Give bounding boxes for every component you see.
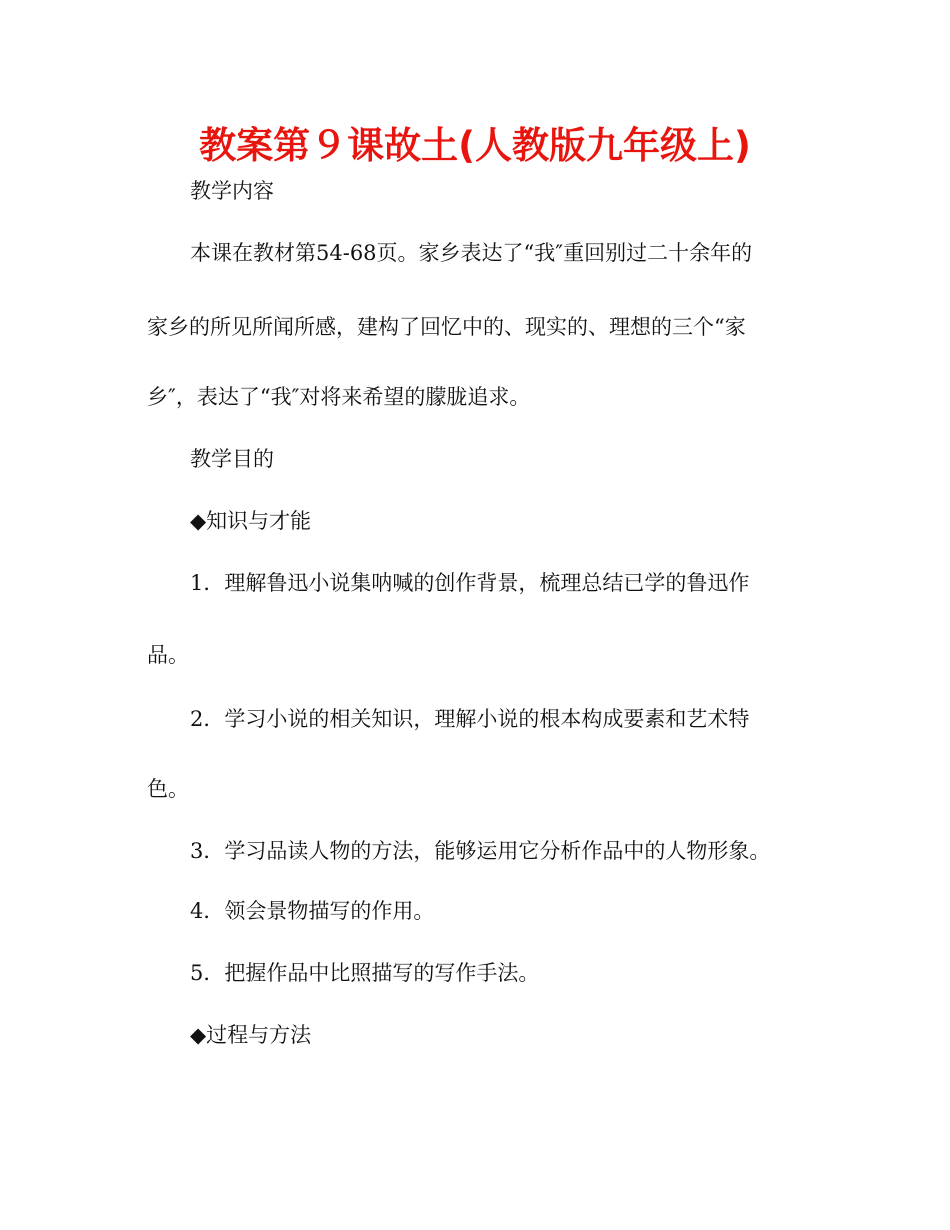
- subsection-heading-process: ◆过程与方法: [190, 1023, 312, 1047]
- list-item-3: 3．学习品读人物的方法，能够运用它分析作品中的人物形象。: [190, 839, 771, 863]
- list-item-2-continued: 色。: [147, 777, 189, 801]
- subsection-heading-knowledge: ◆知识与才能: [190, 509, 312, 533]
- list-item-1-continued: 品。: [147, 643, 189, 667]
- paragraph-line: 家乡的所见所闻所感，建构了回忆中的、现实的、理想的三个“家: [147, 315, 746, 339]
- section-heading-teaching-content: 教学内容: [190, 179, 274, 203]
- paragraph-line: 乡″，表达了“我″对将来希望的朦胧追求。: [147, 385, 531, 409]
- list-item-2: 2．学习小说的相关知识，理解小说的根本构成要素和艺术特: [190, 707, 750, 731]
- list-item-1: 1．理解鲁迅小说集呐喊的创作背景，梳理总结已学的鲁迅作: [190, 571, 750, 595]
- document-title: 教案第９课故土(人教版九年级上): [199, 124, 751, 167]
- paragraph-line: 本课在教材第54-68页。家乡表达了“我″重回别过二十余年的: [190, 241, 753, 265]
- list-item-5: 5．把握作品中比照描写的写作手法。: [190, 961, 540, 985]
- list-item-4: 4．领会景物描写的作用。: [190, 899, 435, 923]
- section-heading-teaching-goals: 教学目的: [190, 447, 274, 471]
